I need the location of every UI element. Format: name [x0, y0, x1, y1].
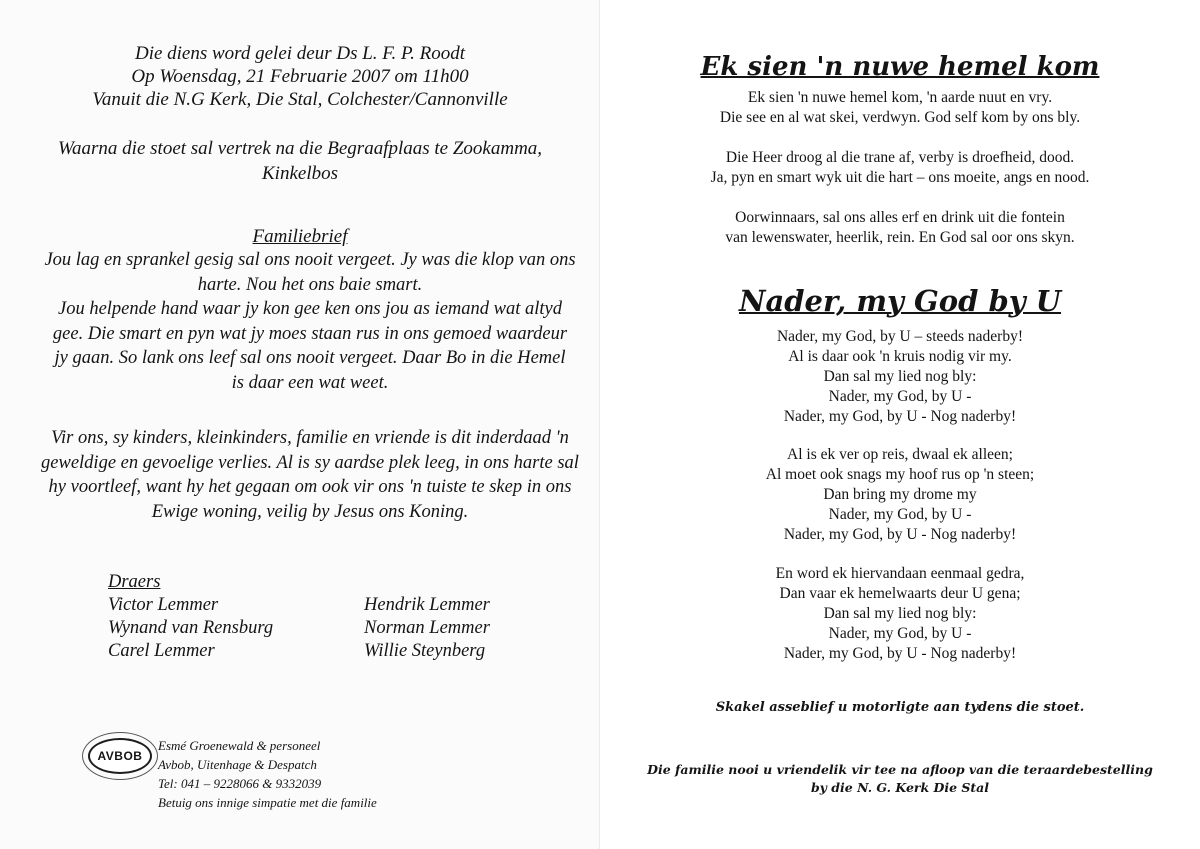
- procession-line: Kinkelbos: [262, 163, 338, 184]
- hymn-2-stanza-1: [600, 327, 1200, 427]
- draer-name: Hendrik Lemmer: [364, 595, 490, 615]
- hymn-line: Dan bring my drome my: [823, 486, 977, 503]
- undertaker-line: Tel: 041 – 9228066 & 9332039: [158, 776, 322, 791]
- familiebrief-line: is daar een wat weet.: [231, 372, 389, 393]
- draer-name: Carel Lemmer: [108, 641, 215, 661]
- hymn-line: Die Heer droog al die trane af, verby is droefheid, dood.: [725, 149, 1075, 166]
- draer-name: Wynand van Rensburg: [108, 618, 274, 638]
- familiebrief-line: jy gaan. So lank ons leef sal ons nooit vergeet. Daar Bo in die Hemel: [54, 348, 566, 368]
- familiebrief-line: geweldige en gevoelige verlies. Al is sy aardse plek leeg, in ons harte sal: [41, 452, 579, 473]
- hymn-line: Ek sien 'n nuwe hemel kom, 'n aarde nuut en vry.: [747, 89, 1053, 106]
- hymn-line: Al is daar ook 'n kruis nodig vir my.: [788, 348, 1012, 365]
- hymn-line: Dan sal my lied nog bly:: [823, 605, 977, 622]
- hymn-line: Nader, my God, by U – steeds naderby!: [776, 328, 1024, 345]
- draers-list-left: [108, 594, 273, 663]
- hymn-line: En word ek hiervandaan eenmaal gedra,: [775, 565, 1025, 582]
- hymn-line: Nader, my God, by U - Nog naderby!: [783, 408, 1017, 425]
- hymn-line: Ja, pyn en smart wyk uit die hart – ons moeite, angs en nood.: [710, 169, 1090, 186]
- draer-name: Norman Lemmer: [364, 618, 490, 638]
- hymn-1-stanza-3: [600, 208, 1200, 248]
- undertaker-line: Avbob, Uitenhage & Despatch: [158, 757, 317, 772]
- familiebrief-line: Vir ons, sy kinders, kleinkinders, familie en vriende is dit inderdaad 'n: [51, 428, 569, 448]
- familiebrief-line: Jou helpende hand waar jy kon gee ken ons jou as iemand wat altyd: [57, 299, 563, 319]
- familiebrief-line: Ewige woning, veilig by Jesus ons Koning.: [151, 501, 469, 522]
- hymn-2-stanza-3: [600, 564, 1200, 664]
- hymn-line: Al moet ook snags my hoof rus op 'n steen;: [765, 466, 1035, 483]
- familiebrief-line: hy voortleef, want hy het gegaan om ook vir ons 'n tuiste te skep in ons: [48, 477, 572, 497]
- familiebrief-title: Familiebrief: [252, 226, 348, 247]
- undertaker-line: Betuig ons innige simpatie met die familie: [158, 795, 377, 810]
- right-page: [600, 0, 1200, 849]
- hymn-line: Nader, my God, by U -: [828, 506, 972, 523]
- tea-invitation: [600, 761, 1200, 797]
- hymn-line: Nader, my God, by U - Nog naderby!: [783, 645, 1017, 662]
- hymn-line: Al is ek ver op reis, dwaal ek alleen;: [787, 446, 1013, 463]
- hymn-line: Nader, my God, by U -: [828, 625, 972, 642]
- hymn-line: Dan sal my lied nog bly:: [823, 368, 977, 385]
- familiebrief-line: harte. Nou het ons baie smart.: [197, 274, 423, 295]
- draers-list-right: [364, 594, 490, 663]
- service-line: Op Woensdag, 21 Februarie 2007 om 11h00: [131, 66, 469, 87]
- hymn-1-stanza-1: [600, 88, 1200, 128]
- avbob-logo: [88, 738, 152, 774]
- undertaker-details: [158, 736, 377, 812]
- familiebrief-line: Jou lag en sprankel gesig sal ons nooit vergeet. Jy was die klop van ons: [44, 250, 576, 270]
- hymn-line: Nader, my God, by U -: [828, 388, 972, 405]
- undertaker-line: Esmé Groenewald & personeel: [158, 738, 321, 753]
- hymn-line: van lewenswater, heerlik, rein. En God sal oor ons skyn.: [725, 229, 1075, 246]
- hymn-line: Oorwinnaars, sal ons alles erf en drink uit die fontein: [735, 209, 1065, 226]
- hymn-2-stanza-2: [600, 445, 1200, 545]
- invite-line: by die N. G. Kerk Die Stal: [810, 780, 990, 795]
- familiebrief-paragraph-2: [40, 426, 580, 524]
- draer-name: Willie Steynberg: [364, 641, 486, 661]
- hymn-2-title: Nader, my God by U: [738, 284, 1062, 318]
- procession-line: Waarna die stoet sal vertrek na die Begraafplaas te Zookamma,: [57, 138, 543, 159]
- hymn-1-stanza-2: [600, 148, 1200, 188]
- avbob-logo-text: AVBOB: [97, 749, 143, 763]
- service-details: [40, 42, 560, 111]
- familiebrief-paragraph-1: [40, 248, 580, 395]
- invite-line: Die familie nooi u vriendelik vir tee na afloop van die teraardebestelling: [647, 762, 1153, 777]
- service-line: Die diens word gelei deur Ds L. F. P. Roodt: [134, 43, 466, 64]
- familiebrief-line: gee. Die smart en pyn wat jy moes staan rus in ons gemoed waardeur: [52, 323, 568, 344]
- hymn-1-title: Ek sien 'n nuwe hemel kom: [700, 52, 1100, 82]
- hymn-line: Nader, my God, by U - Nog naderby!: [783, 526, 1017, 543]
- draers-title: Draers: [108, 572, 161, 592]
- hymn-line: Dan vaar ek hemelwaarts deur U gena;: [779, 585, 1021, 602]
- draer-name: Victor Lemmer: [108, 595, 219, 615]
- procession-details: [40, 136, 560, 186]
- hymn-line: Die see en al wat skei, verdwyn. God self kom by ons bly.: [719, 109, 1081, 126]
- service-line: Vanuit die N.G Kerk, Die Stal, Colchester/Cannonville: [92, 89, 508, 110]
- headlights-notice: Skakel asseblief u motorligte aan tydens die stoet.: [715, 700, 1085, 715]
